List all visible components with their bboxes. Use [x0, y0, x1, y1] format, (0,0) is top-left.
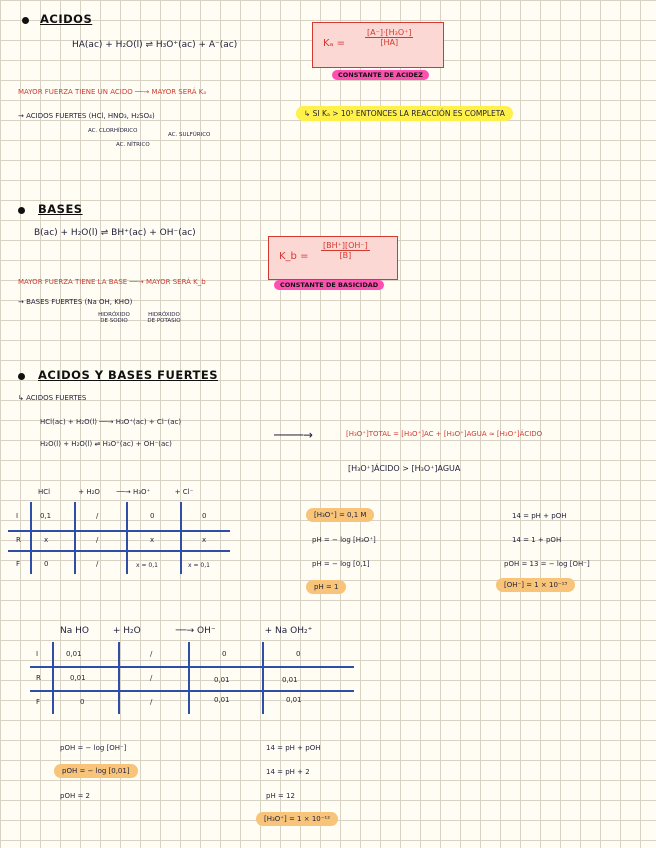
table2-cell: 0 — [296, 650, 301, 658]
poh-formula: pOH = − log [OH⁻] — [60, 744, 127, 752]
table1-cell: x = 0,1 — [136, 562, 158, 569]
ka-tag: CONSTANTE DE ACIDEZ — [332, 70, 429, 80]
ph-substitution: pH = − log [0,1] — [312, 560, 370, 568]
strong-acids-list: → ACIDOS FUERTES (HCl, HNO₃, H₂SO₄) — [18, 112, 155, 120]
table1-cell: x = 0,1 — [188, 562, 210, 569]
table2-cell: 0,01 — [214, 696, 230, 704]
total-h3o-equation: [H₃O⁺]TOTAL = [H₃O⁺]AC + [H₃O⁺]AGUA ≈ [H₃O⁺]ÁCIDO — [346, 430, 543, 438]
table2-header-2: ──→ OH⁻ — [175, 626, 216, 636]
poh-result: pOH = 13 = − log [OH⁻] — [504, 560, 590, 568]
table2-cell: 0,01 — [214, 676, 230, 684]
ka-formula-box — [312, 22, 444, 68]
table1-cell: x — [150, 536, 155, 544]
table1-header-0: HCl — [38, 488, 51, 496]
section-title-fuertes: ACIDOS Y BASES FUERTES — [38, 368, 219, 382]
section-title-acidos: ACIDOS — [40, 12, 93, 26]
sub-strong-acids: ↳ ACIDOS FUERTES — [18, 394, 87, 402]
table1-cell: x — [44, 536, 49, 544]
table2-cell: / — [150, 698, 153, 706]
tag-naoh: HIDRÓXIDO DE SODIO — [98, 312, 130, 324]
tag-koh: HIDRÓXIDO DE POTASIO — [147, 312, 181, 324]
poh-result-2: pOH = 2 — [60, 792, 90, 800]
table1-cell: 0,1 — [40, 512, 52, 520]
hcl-equation: HCl(ac) + H₂O(l) ──→ H₃O⁺(ac) + Cl⁻(ac) — [40, 418, 182, 426]
table1-row-label: I — [16, 512, 19, 520]
table1-cell: / — [96, 560, 99, 568]
kw-substitution-2: 14 = pH + 2 — [266, 768, 310, 776]
h3o-concentration: [H₃O⁺] = 0,1 M — [306, 508, 374, 522]
ph-formula: pH = − log [H₃O⁺] — [312, 536, 376, 544]
table2-header-1: + H₂O — [112, 626, 141, 636]
table1-cell: 0 — [44, 560, 49, 568]
kb-formula-box — [268, 236, 398, 280]
kb-label: K_b = — [279, 251, 309, 262]
ph-result-2: pH = 12 — [266, 792, 295, 800]
kb-numerator: [BH⁺][OH⁻] — [323, 241, 368, 250]
tag-hno3: AC. NÍTRICO — [116, 142, 150, 148]
kw-relation: 14 = pH + pOH — [512, 512, 567, 520]
acid-strength-rule: MAYOR FUERZA TIENE UN ACIDO ──→ MAYOR SERÁ Kₐ — [18, 88, 207, 96]
section-title-bases: BASES — [38, 202, 83, 216]
kw-substitution: 14 = 1 + pOH — [512, 536, 562, 544]
ka-fraction — [365, 28, 413, 47]
table2-header — [60, 626, 360, 636]
table1-row-label: R — [16, 536, 21, 544]
table1-cell: / — [96, 512, 99, 520]
table2-cell: 0 — [222, 650, 227, 658]
implies-arrow: ────→ — [274, 428, 313, 442]
base-equation: B(ac) + H₂O(l) ⇌ BH⁺(ac) + OH⁻(ac) — [34, 228, 196, 238]
tag-hcl: AC. CLORHÍDRICO — [88, 128, 138, 134]
table1-row-label: F — [16, 560, 21, 568]
ka-denominator: [HA] — [380, 38, 399, 47]
table2-cell: 0,01 — [282, 676, 298, 684]
kb-denominator: [B] — [339, 251, 352, 260]
bullet — [22, 17, 29, 24]
tag-h2so4: AC. SULFÚRICO — [168, 132, 211, 138]
table1-header-1: + H₂O — [78, 488, 100, 496]
ph-result: pH = 1 — [306, 580, 346, 594]
bullet — [18, 373, 25, 380]
table1-cell: 0 — [150, 512, 155, 520]
table2-cell: 0,01 — [70, 674, 86, 682]
table2-row-label: R — [36, 674, 41, 682]
table1-header — [38, 488, 248, 496]
table1-header-3: + Cl⁻ — [174, 488, 194, 496]
table2-header-3: + Na OH₂⁺ — [264, 626, 313, 636]
bullet — [18, 207, 25, 214]
table1-header-2: ──→ H₃O⁺ — [116, 488, 151, 496]
table2-header-0: Na HO — [60, 626, 89, 636]
table2-row-label: F — [36, 698, 41, 706]
oh-concentration: [OH⁻] = 1 × 10⁻¹³ — [496, 578, 575, 592]
table2-cell: 0,01 — [66, 650, 82, 658]
table2-cell: 0 — [80, 698, 85, 706]
kb-tag: CONSTANTE DE BASICIDAD — [274, 280, 384, 290]
table1-cell: x — [202, 536, 207, 544]
base-strength-rule: MAYOR FUERZA TIENE LA BASE ──→ MAYOR SERÁ K_b — [18, 278, 206, 286]
kw-relation-2: 14 = pH + pOH — [266, 744, 321, 752]
poh-substitution: pOH = − log [0,01] — [54, 764, 138, 778]
ka-label: Kₐ = — [323, 38, 346, 49]
h3o-concentration-2: [H₃O⁺] = 1 × 10⁻¹² — [256, 812, 338, 826]
acid-equation: HA(ac) + H₂O(l) ⇌ H₃O⁺(ac) + A⁻(ac) — [72, 40, 238, 50]
table1-cell: / — [96, 536, 99, 544]
table2-cell: / — [150, 650, 153, 658]
table1-cell: 0 — [202, 512, 207, 520]
ka-numerator: [A⁻]·[H₃O⁺] — [367, 28, 412, 37]
water-equation: H₂O(l) + H₂O(l) ⇌ H₃O⁺(ac) + OH⁻(ac) — [40, 440, 172, 448]
table2-cell: / — [150, 674, 153, 682]
table2-cell: 0,01 — [286, 696, 302, 704]
table2-row-label: I — [36, 650, 39, 658]
acid-vs-water: [H₃O⁺]ÁCIDO > [H₃O⁺]AGUA — [348, 464, 461, 473]
ka-complete-note: ↳ SI Kₐ > 10³ ENTONCES LA REACCIÓN ES COMPLETA — [296, 106, 513, 121]
strong-bases-list: → BASES FUERTES (Na OH, KHO) — [18, 298, 133, 306]
kb-fraction — [321, 241, 370, 260]
